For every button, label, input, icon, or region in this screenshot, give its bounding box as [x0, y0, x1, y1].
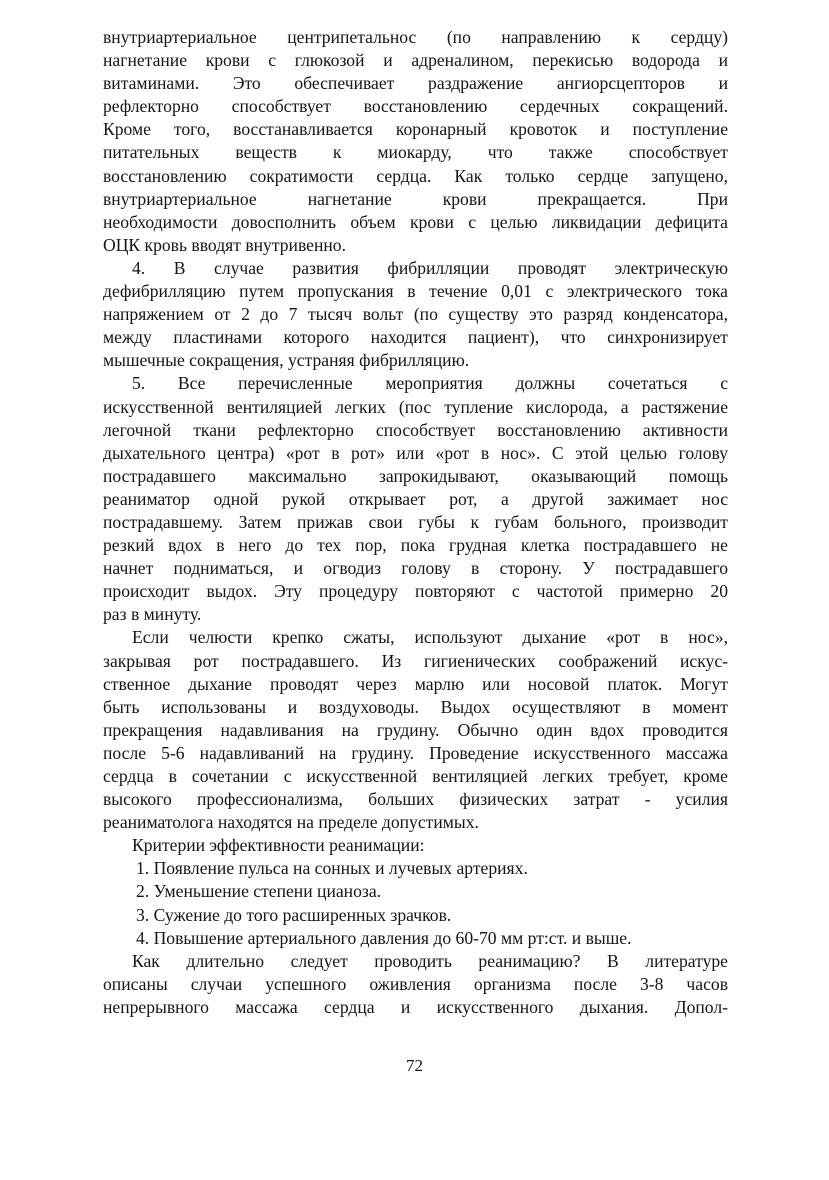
text-line: ственное дыхание проводят через марлю или носовой платок. Могут: [103, 673, 728, 694]
page-number: 72: [406, 1056, 423, 1075]
text-line: рефлекторно способствует восстановлению сердечных сокращений.: [103, 96, 728, 117]
text-line: 5. Все перечисленные мероприятия должны сочетаться с: [132, 373, 728, 394]
text-line: питательных веществ к миокарду, что также способствует: [103, 142, 728, 163]
text-line: 2. Уменьшение степени цианоза.: [136, 881, 382, 902]
text-line: легочной ткани рефлекторно способствует восстановлению активности: [103, 419, 728, 440]
text-line: Кроме того, восстанавливается коронарный кровоток и поступление: [103, 119, 728, 140]
text-line: дефибрилляцию путем пропускания в течение 0,01 с электрического тока: [103, 281, 728, 302]
text-line: необходимости довосполнить объем крови с целью ликвидации дефицита: [103, 211, 728, 232]
text-line: ОЦК кровь вводят внутривенно.: [103, 234, 347, 255]
text-line: дыхательного центра) «рот в рот» или «рот в нос». С этой целью голову: [103, 442, 728, 463]
text-line: восстановлению сократимости сердца. Как только сердце запущено,: [103, 165, 728, 186]
text-line: реаниматолога находятся на пределе допустимых.: [103, 812, 479, 833]
text-line: внутриартериальное центрипетальнос (по направлению к сердцу): [103, 27, 728, 47]
text-line: прекращения надавливания на грудину. Обычно один вдох проводится: [103, 719, 728, 740]
text-line: 3. Сужение до того расширенных зрачков.: [136, 904, 452, 925]
text-line: между пластинами которого находится пациент), что синхронизирует: [103, 327, 728, 348]
text-line: описаны случаи успешного оживления организма после 3-8 часов: [103, 973, 728, 994]
text-line: пострадавшего максимально запрокидывают, оказывающий помощь: [103, 465, 728, 486]
text-line: пострадавшему. Затем прижав свои губы к губам больного, производит: [103, 511, 728, 532]
text-line: 4. Повышение артериального давления до 60-70 мм рт:ст. и выше.: [136, 927, 632, 948]
text-line: реаниматор одной рукой открывает рот, а другой зажимает нос: [103, 488, 728, 509]
text-line: нагнетание крови с глюкозой и адреналином, перекисью водорода и: [103, 50, 728, 71]
text-line: внутриартериальное нагнетание крови прекращается. При: [103, 188, 728, 209]
text-line: сердца в сочетании с искусственной вентиляцией легких требует, кроме: [103, 766, 728, 786]
body-text: [103, 26, 728, 1019]
text-line: Как длительно следует проводить реанимацию? В литературе: [132, 950, 728, 971]
text-line: высокого профессионализма, больших физических затрат - усилия: [103, 789, 728, 810]
text-line: напряжением от 2 до 7 тысяч вольт (по существу это разряд конденсатора,: [103, 304, 728, 325]
text-line: происходит выдох. Эту процедуру повторяют с частотой примерно 20: [103, 581, 728, 602]
text-line: мышечные сокращения, устраняя фибрилляцию.: [103, 350, 470, 371]
text-line: закрывая рот пострадавшего. Из гигиенических соображений искус-: [103, 650, 728, 671]
text-line: после 5-6 надавливаний на грудину. Проведение искусственного массажа: [103, 742, 728, 763]
text-line: резкий вдох в него до тех пор, пока грудная клетка пострадавшего не: [103, 535, 728, 556]
text-line: 1. Появление пульса на сонных и лучевых артериях.: [136, 858, 528, 879]
text-line: быть использованы и воздуховоды. Выдох осуществляют в момент: [103, 696, 728, 717]
text-line: непрерывного массажа сердца и искусственного дыхания. Допол-: [103, 996, 728, 1017]
text-line: Критерии эффективности реанимации:: [132, 835, 425, 856]
text-line: начнет подниматься, и огводиз голову в сторону. У пострадавшего: [103, 558, 728, 579]
text-line: 4. В случае развития фибрилляции проводят электрическую: [132, 257, 728, 278]
text-line: витаминами. Это обеспечивает раздражение ангиорсцепторов и: [103, 73, 728, 94]
text-line: искусственной вентиляцией легких (пос тупление кислорода, а растяжение: [103, 396, 728, 417]
text-line: Если челюсти крепко сжаты, используют дыхание «рот в нос»,: [132, 627, 728, 648]
text-line: раз в минуту.: [103, 604, 202, 625]
